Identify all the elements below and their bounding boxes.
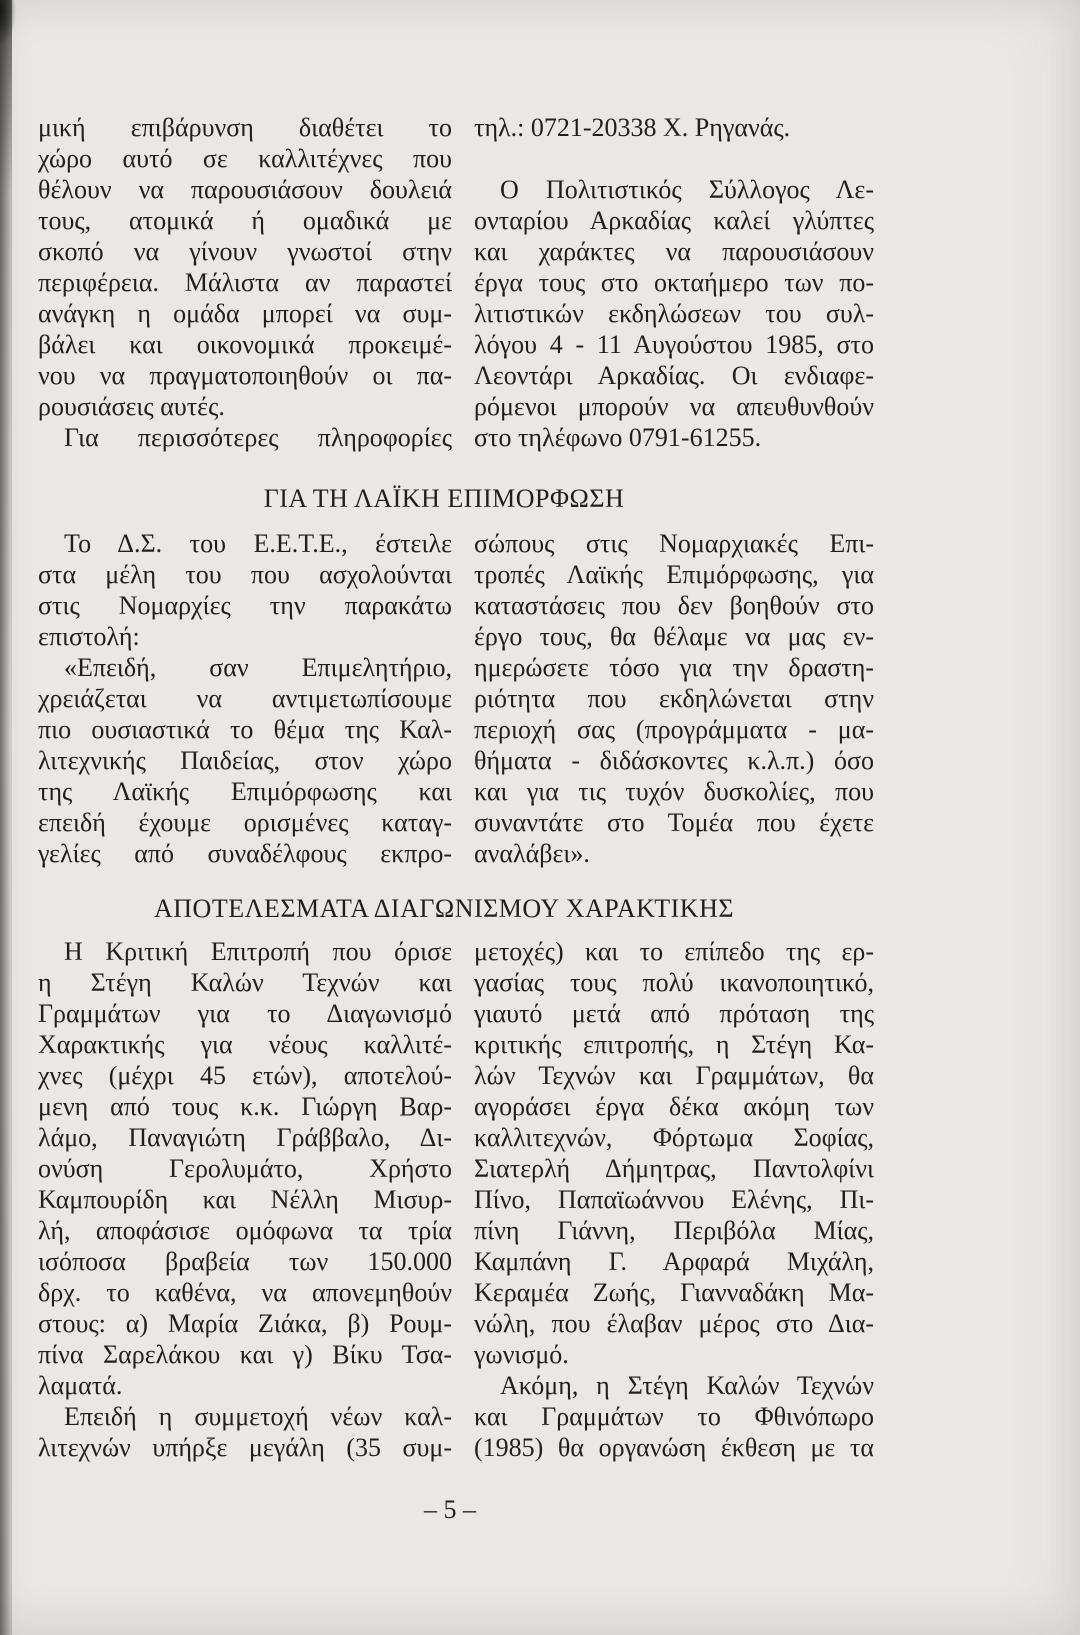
- text-line: χρειάζεται να αντιμετωπίσουμε: [38, 684, 452, 713]
- text-line: πίνα Σαρελάκου και γ) Βίκυ Τσα-: [38, 1340, 452, 1369]
- text-line: Η Κριτική Επιτροπή που όρισε: [64, 937, 452, 966]
- scan-left-edge-shadow: [0, 0, 12, 1635]
- text-line: Καμπάνη Γ. Αρφαρά Μιχάλη,: [474, 1247, 874, 1276]
- text-line: ρουσιάσεις αυτές.: [38, 392, 225, 421]
- text-line: Καμπουρίδη και Νέλλη Μισυρ-: [38, 1185, 452, 1214]
- text-line: ονταρίου Αρκαδίας καλεί γλύπτες: [474, 206, 874, 235]
- text-line: περιφέρεια. Μάλιστα αν παραστεί: [38, 268, 452, 297]
- column-left: [38, 936, 452, 1463]
- text-line: αναλάβει».: [474, 839, 590, 868]
- text-line: Σιατερλή Δήμητρας, Παντολφίνι: [474, 1154, 874, 1183]
- text-line: (1985) θα οργανώση έκθεση με τα: [474, 1433, 874, 1462]
- text-line: ημερώσετε τόσο για την δραστη-: [474, 653, 874, 682]
- blank-line: [474, 143, 874, 174]
- text-line: Επειδή η συμμετοχή νέων καλ-: [64, 1402, 452, 1431]
- text-line: λαματά.: [38, 1371, 123, 1400]
- text-line: περιοχή σας (προγράμματα - μα-: [474, 715, 874, 744]
- text-line: λών Τεχνών και Γραμμάτων, θα: [474, 1061, 874, 1090]
- text-line: στις Νομαρχίες την παρακάτω: [38, 591, 452, 620]
- text-line: ριότητα που εκδηλώνεται στην: [474, 684, 874, 713]
- text-line: τροπές Λαϊκής Επιμόρφωσης, για: [474, 560, 874, 589]
- text-line: γιαυτό μετά από πρόταση της: [474, 999, 874, 1028]
- column-right: [474, 528, 874, 869]
- text-line: χώρο αυτό σε καλλιτέχνες που: [38, 144, 452, 173]
- text-line: ρόμενοι μπορούν να απευθυνθούν: [474, 392, 874, 421]
- text-line: Ο Πολιτιστικός Σύλλογος Λε-: [500, 175, 874, 204]
- text-line: γελίες από συναδέλφους εκπρο-: [38, 839, 452, 868]
- text-line: έργα τους στο οκταήμερο των πο-: [474, 268, 874, 297]
- text-line: Το Δ.Σ. του Ε.Ε.Τ.Ε., έστειλε: [64, 529, 452, 558]
- text-line: λάμο, Παναγιώτη Γράββαλο, Δι-: [38, 1123, 452, 1152]
- text-line: έργο τους, θα θέλαμε να μας εν-: [474, 622, 874, 651]
- text-line: πίνη Γιάννη, Περιβόλα Μίας,: [474, 1216, 874, 1245]
- text-line: τους, ατομικά ή ομαδικά με: [38, 206, 452, 235]
- text-line: θήματα - διδάσκοντες κ.λ.π.) όσο: [474, 746, 874, 775]
- text-line: κριτικής επιτροπής, η Στέγη Κα-: [474, 1030, 874, 1059]
- text-line: ισόποσα βραβεία των 150.000: [38, 1247, 452, 1276]
- text-line: γωνισμό.: [474, 1340, 569, 1369]
- text-line: λιτεχνών υπήρξε μεγάλη (35 συμ-: [38, 1433, 452, 1462]
- text-line: και για τις τυχόν δυσκολίες, που: [474, 777, 874, 806]
- column-right: [474, 936, 874, 1463]
- text-line: της Λαϊκής Επιμόρφωσης και: [38, 777, 452, 806]
- page-number: – 5 –: [424, 1495, 476, 1524]
- heading-engraving-competition-results: ΑΠΟΤΕΛΕΣΜΑΤΑ ΔΙΑΓΩΝΙΣΜΟΥ ΧΑΡΑΚΤΙΚΗΣ: [154, 894, 734, 923]
- text-line: λιτεχνικής Παιδείας, στον χώρο: [38, 746, 452, 775]
- text-line: θέλουν να παρουσιάσουν δουλειά: [38, 175, 452, 204]
- column-left: [38, 112, 452, 453]
- text-line: Λεοντάρι Αρκαδίας. Οι ενδιαφε-: [474, 361, 874, 390]
- text-line: επειδή έχουμε ορισμένες καταγ-: [38, 808, 452, 837]
- text-line: λιτιστικών εκδηλώσεων του συλ-: [474, 299, 874, 328]
- text-line: τηλ.: 0721-20338 Χ. Ρηγανάς.: [474, 113, 791, 142]
- text-line: στο τηλέφωνο 0791-61255.: [474, 423, 762, 452]
- text-line: επιστολή:: [38, 622, 140, 651]
- heading-popular-education: ΓΙΑ ΤΗ ΛΑΪΚΗ ΕΠΙΜΟΡΦΩΣΗ: [263, 484, 625, 513]
- text-line: ονύση Γερολυμάτο, Χρήστο: [38, 1154, 452, 1183]
- text-line: πιο ουσιαστικά το θέμα της Καλ-: [38, 715, 452, 744]
- text-line: χνες (μέχρι 45 ετών), αποτελού-: [38, 1061, 452, 1090]
- text-line: η Στέγη Καλών Τεχνών και: [38, 968, 452, 997]
- column-right: [474, 112, 874, 453]
- text-line: μετοχές) και το επίπεδο της ερ-: [474, 937, 874, 966]
- text-line: συναντάτε στο Τομέα που έχετε: [474, 808, 874, 837]
- text-line: μενη από τους κ.κ. Γιώργη Βαρ-: [38, 1092, 452, 1121]
- text-line: σκοπό να γίνουν γνωστοί στην: [38, 237, 452, 266]
- text-line: λή, αποφάσισε ομόφωνα τα τρία: [38, 1216, 452, 1245]
- text-line: στα μέλη του που ασχολούνται: [38, 560, 452, 589]
- text-line: Ακόμη, η Στέγη Καλών Τεχνών: [500, 1371, 874, 1400]
- text-line: και Γραμμάτων το Φθινόπωρο: [474, 1402, 874, 1431]
- text-line: καλλιτεχνών, Φόρτωμα Σοφίας,: [474, 1123, 874, 1152]
- text-line: Γραμμάτων για το Διαγωνισμό: [38, 999, 452, 1028]
- scan-corner-blotch: [0, 0, 16, 46]
- text-line: Για περισσότερες πληροφορίες: [64, 423, 452, 452]
- text-line: βάλει και οικονομικά προκειμέ-: [38, 330, 452, 359]
- text-line: «Επειδή, σαν Επιμελητήριο,: [64, 653, 452, 682]
- text-line: Πίνο, Παπαϊωάννου Ελένης, Πι-: [474, 1185, 874, 1214]
- column-left: [38, 528, 452, 869]
- text-line: στους: α) Μαρία Ζιάκα, β) Ρουμ-: [38, 1309, 452, 1338]
- text-line: Κεραμέα Ζωής, Γιανναδάκη Μα-: [474, 1278, 874, 1307]
- text-line: μική επιβάρυνση διαθέτει το: [38, 113, 452, 142]
- text-line: νου να πραγματοποιηθούν οι πα-: [38, 361, 452, 390]
- text-line: δρχ. το καθένα, να απονεμηθούν: [38, 1278, 452, 1307]
- text-line: και χαράκτες να παρουσιάσουν: [474, 237, 874, 266]
- text-line: ανάγκη η ομάδα μπορεί να συμ-: [38, 299, 452, 328]
- text-line: καταστάσεις που δεν βοηθούν στο: [474, 591, 874, 620]
- text-line: σώπους στις Νομαρχιακές Επι-: [474, 529, 874, 558]
- text-line: αγοράσει έργα δέκα ακόμη των: [474, 1092, 874, 1121]
- text-line: λόγου 4 - 11 Αυγούστου 1985, στο: [474, 330, 874, 359]
- text-line: Χαρακτικής για νέους καλλιτέ-: [38, 1030, 452, 1059]
- text-line: γασίας τους πολύ ικανοποιητικό,: [474, 968, 874, 997]
- text-line: νώλη, που έλαβαν μέρος στο Δια-: [474, 1309, 874, 1338]
